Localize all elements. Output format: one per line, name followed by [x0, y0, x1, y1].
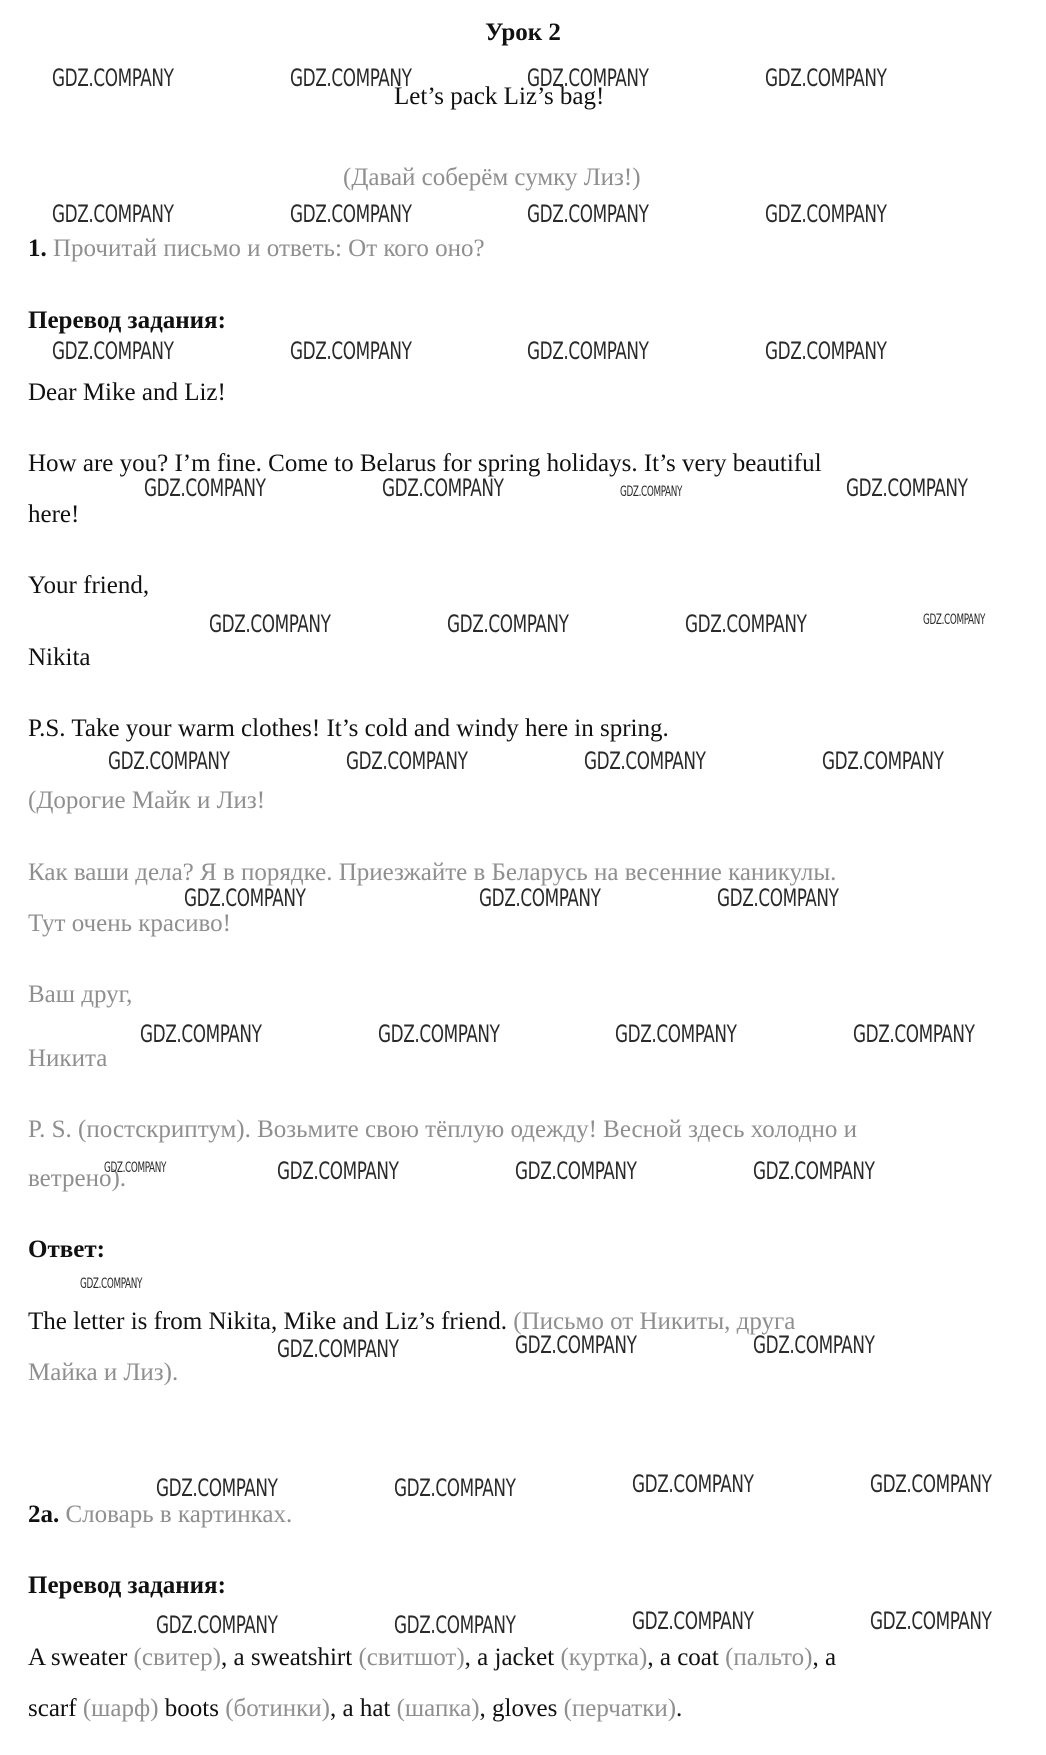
- watermark: GDZ.COMPANY: [527, 64, 649, 92]
- watermark: GDZ.COMPANY: [277, 1157, 399, 1185]
- vocab-item: a jacket (куртка),: [477, 1644, 660, 1671]
- task2a-number: 2a.: [28, 1501, 60, 1528]
- watermark: GDZ.COMPANY: [394, 1474, 516, 1502]
- answer-translation: (Письмо от Никиты, друга: [513, 1308, 796, 1335]
- watermark: GDZ.COMPANY: [632, 1470, 754, 1498]
- task2a-heading: [28, 1500, 292, 1530]
- letter-ru-greeting: (Дорогие Майк и Лиз!: [28, 787, 266, 814]
- watermark: GDZ.COMPANY: [822, 747, 944, 775]
- letter-ru-body-line2: Тут очень красиво!: [28, 910, 231, 937]
- letter-ru-closing: Ваш друг,: [28, 981, 133, 1008]
- vocab-item: a sweatshirt (свитшот),: [233, 1644, 478, 1671]
- watermark: GDZ.COMPANY: [527, 337, 649, 365]
- watermark: GDZ.COMPANY: [853, 1020, 975, 1048]
- watermark: GDZ.COMPANY: [104, 1160, 167, 1176]
- watermark: GDZ.COMPANY: [447, 610, 569, 638]
- task2a-instruction: Словарь в картинках.: [65, 1501, 293, 1528]
- watermark: GDZ.COMPANY: [479, 884, 601, 912]
- lesson-title: Урок 2: [485, 19, 561, 46]
- letter-ru-signature: Никита: [28, 1045, 108, 1072]
- letter-ps: P.S. Take your warm clothes! It’s cold and windy here in spring.: [28, 715, 669, 742]
- vocab-item: a coat (пальто),: [659, 1644, 825, 1671]
- watermark: GDZ.COMPANY: [870, 1607, 992, 1635]
- watermark: GDZ.COMPANY: [108, 747, 230, 775]
- watermark: GDZ.COMPANY: [685, 610, 807, 638]
- letter-ru-body-line1: Как ваши дела? Я в порядке. Приезжайте в Беларусь на весенние каникулы.: [28, 859, 837, 886]
- letter-body-line2: here!: [28, 501, 80, 528]
- lesson-subtitle: Let’s pack Liz’s bag!: [394, 83, 605, 110]
- answer-heading: Ответ:: [28, 1236, 105, 1263]
- vocab-item: a: [824, 1644, 837, 1671]
- watermark: GDZ.COMPANY: [80, 1276, 143, 1292]
- vocab-item: a hat (шапка),: [342, 1695, 493, 1722]
- task1-translation-heading: Перевод задания:: [28, 307, 226, 334]
- lesson-subtitle-translation: (Давай соберём сумку Лиз!): [343, 164, 641, 191]
- watermark: GDZ.COMPANY: [290, 337, 412, 365]
- watermark: GDZ.COMPANY: [156, 1474, 278, 1502]
- watermark: GDZ.COMPANY: [717, 884, 839, 912]
- watermark: GDZ.COMPANY: [290, 200, 412, 228]
- vocab-item: scarf (шарф): [28, 1695, 159, 1722]
- watermark: GDZ.COMPANY: [346, 747, 468, 775]
- watermark: GDZ.COMPANY: [52, 200, 174, 228]
- vocab-line1: [28, 1643, 836, 1673]
- watermark: GDZ.COMPANY: [290, 64, 412, 92]
- watermark: GDZ.COMPANY: [209, 610, 331, 638]
- letter-closing: Your friend,: [28, 572, 150, 599]
- vocab-line2: [28, 1694, 682, 1724]
- watermark: GDZ.COMPANY: [140, 1020, 262, 1048]
- watermark: GDZ.COMPANY: [382, 474, 504, 502]
- watermark: GDZ.COMPANY: [870, 1470, 992, 1498]
- answer-line1: [28, 1307, 795, 1337]
- watermark: GDZ.COMPANY: [620, 484, 683, 500]
- watermark: GDZ.COMPANY: [527, 200, 649, 228]
- task1-instruction: Прочитай письмо и ответь: От кого оно?: [53, 235, 485, 262]
- vocab-item: boots (ботинки),: [164, 1695, 343, 1722]
- watermark: GDZ.COMPANY: [515, 1157, 637, 1185]
- letter-ru-ps-line1: P. S. (постскриптум). Возьмите свою тёплую одежду! Весной здесь холодно и: [28, 1116, 857, 1143]
- watermark: GDZ.COMPANY: [765, 337, 887, 365]
- letter-ru-ps-line2: ветрено).: [28, 1165, 127, 1192]
- letter-body-line1: How are you? I’m fine. Come to Belarus for spring holidays. It’s very beautiful: [28, 450, 822, 477]
- task1-heading: [28, 234, 485, 264]
- watermark: GDZ.COMPANY: [144, 474, 266, 502]
- task1-number: 1.: [28, 235, 47, 262]
- watermark: GDZ.COMPANY: [184, 884, 306, 912]
- watermark: GDZ.COMPANY: [277, 1335, 399, 1363]
- watermark: GDZ.COMPANY: [394, 1611, 516, 1639]
- watermark: GDZ.COMPANY: [52, 64, 174, 92]
- vocab-item: gloves (перчатки).: [492, 1695, 683, 1722]
- vocab-item: A sweater (свитер),: [28, 1644, 234, 1671]
- watermark: GDZ.COMPANY: [753, 1331, 875, 1359]
- watermark: GDZ.COMPANY: [846, 474, 968, 502]
- watermark: GDZ.COMPANY: [753, 1157, 875, 1185]
- task2a-translation-heading: Перевод задания:: [28, 1572, 226, 1599]
- letter-signature: Nikita: [28, 644, 91, 671]
- watermark: GDZ.COMPANY: [615, 1020, 737, 1048]
- watermark: GDZ.COMPANY: [923, 612, 986, 628]
- watermark: GDZ.COMPANY: [378, 1020, 500, 1048]
- watermark: GDZ.COMPANY: [156, 1611, 278, 1639]
- watermark: GDZ.COMPANY: [632, 1607, 754, 1635]
- watermark: GDZ.COMPANY: [765, 64, 887, 92]
- letter-greeting: Dear Mike and Liz!: [28, 379, 226, 406]
- watermark: GDZ.COMPANY: [584, 747, 706, 775]
- answer-text: The letter is from Nikita, Mike and Liz’s friend.: [28, 1308, 508, 1335]
- answer-translation-line2: Майка и Лиз).: [28, 1359, 179, 1386]
- watermark: GDZ.COMPANY: [765, 200, 887, 228]
- watermark: GDZ.COMPANY: [515, 1331, 637, 1359]
- watermark: GDZ.COMPANY: [52, 337, 174, 365]
